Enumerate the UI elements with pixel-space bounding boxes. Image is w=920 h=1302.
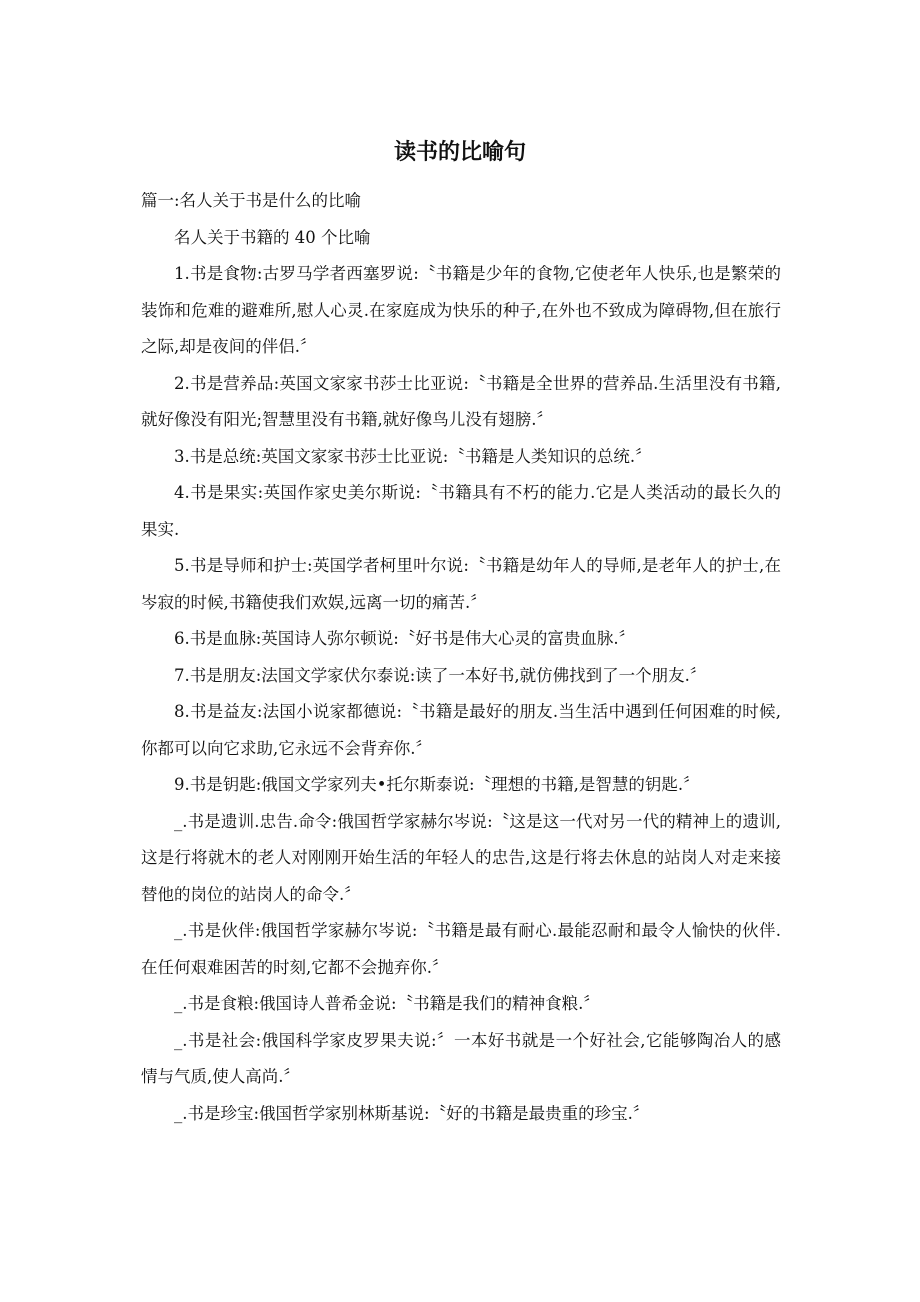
paragraph: 4.书是果实:英国作家史美尔斯说:〝书籍具有不朽的能力.它是人类活动的最长久的果实.	[141, 483, 781, 539]
paragraph: _.书是食粮:俄国诗人普希金说:〝书籍是我们的精神食粮.〞	[174, 994, 600, 1013]
paragraph: 6.书是血脉:英国诗人弥尔顿说:〝好书是伟大心灵的富贵血脉.〞	[174, 629, 636, 648]
document-title: 读书的比喻句	[393, 140, 526, 165]
paragraph: 1.书是食物:古罗马学者西塞罗说:〝书籍是少年的食物,它使老年人快乐,也是繁荣的装饰和危难的避难所,慰人心灵.在家庭成为快乐的种子,在外也不致成为障碍物,但在旅行之际,却是夜间的伴侣.〞	[141, 264, 781, 356]
paragraph: 3.书是总统:英国文家家书莎士比亚说:〝书籍是人类知识的总统.〞	[174, 446, 652, 466]
paragraph: 9.书是钥匙:俄国文学家列夫•托尔斯泰说:〝理想的书籍,是智慧的钥匙.〞	[174, 775, 700, 794]
paragraph: 7.书是朋友:法国文学家伏尔泰说:读了一本好书,就仿佛找到了一个朋友.〞	[174, 665, 707, 685]
paragraph: 2.书是营养品:英国文家家书莎士比亚说:〝书籍是全世界的营养品.生活里没有书籍,就好像没有阳光;智慧里没有书籍,就好像鸟儿没有翅膀.〞	[141, 373, 781, 429]
section-heading: 篇一:名人关于书是什么的比喻	[141, 191, 362, 210]
paragraph: _.书是伙伴:俄国哲学家赫尔岑说:〝书籍是最有耐心.最能忍耐和最令人愉快的伙伴.在任何艰难困苦的时刻,它都不会抛弃你.〞	[141, 921, 781, 977]
paragraph: 8.书是益友:法国小说家都德说:〝书籍是最好的朋友.当生活中遇到任何困难的时候,你都可以向它求助,它永远不会背弃你.〞	[141, 702, 781, 758]
document-body	[141, 183, 781, 1132]
paragraph: _.书是遗训.忠告.命令:俄国哲学家赫尔岑说:〝这是这一代对另一代的精神上的遗训,这是行将就木的老人对刚刚开始生活的年轻人的忠告,这是行将去休息的站岗人对走来接替他的岗位的站岗人的命令.〞	[141, 811, 781, 904]
paragraph: 5.书是导师和护士:英国学者柯里叶尔说:〝书籍是幼年人的导师,是老年人的护士,在岑寂的时候,书籍使我们欢娱,远离一切的痛苦.〞	[141, 556, 781, 612]
paragraph: _.书是社会:俄国科学家皮罗果夫说:〞一本好书就是一个好社会,它能够陶冶人的感情与气质,使人高尚.〞	[141, 1030, 781, 1086]
paragraph: _.书是珍宝:俄国哲学家别林斯基说:〝好的书籍是最贵重的珍宝.〞	[174, 1103, 650, 1123]
subheading: 名人关于书籍的 40 个比喻	[174, 227, 371, 247]
